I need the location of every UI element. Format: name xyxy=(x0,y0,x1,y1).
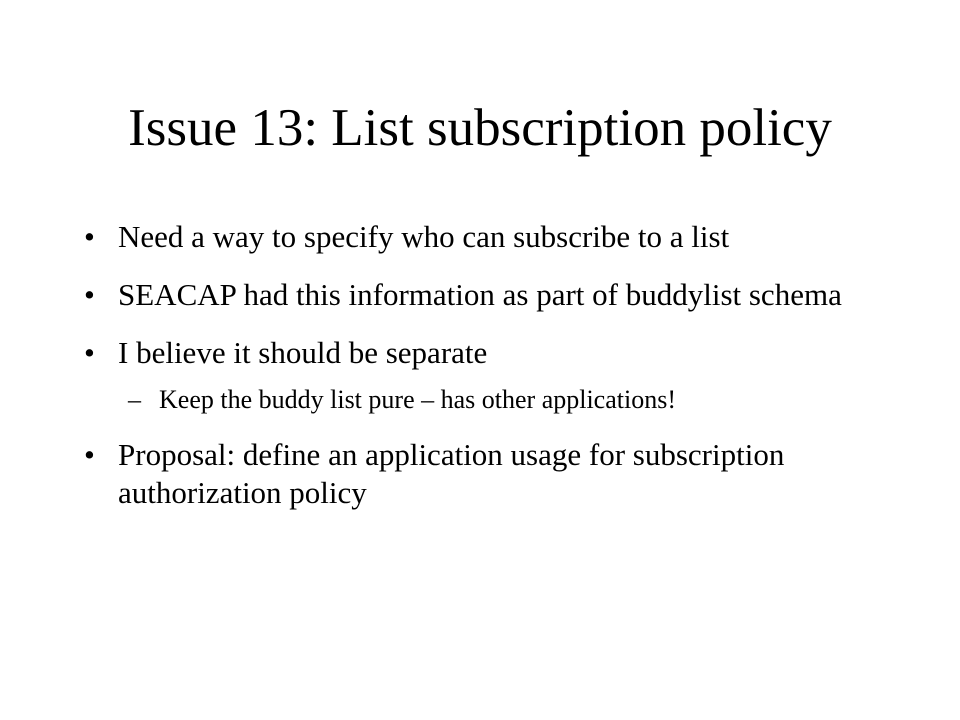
bullet-marker: • xyxy=(84,437,95,472)
bullet-item xyxy=(84,334,904,372)
bullet-text: Proposal: define an application usage for subscription authorization policy xyxy=(118,437,785,510)
bullet-text: Need a way to specify who can subscribe to a list xyxy=(118,219,730,254)
bullet-item xyxy=(84,276,904,314)
bullet-list xyxy=(84,218,904,532)
bullet-marker: • xyxy=(84,277,95,312)
sub-bullet-marker: – xyxy=(128,385,141,414)
bullet-item xyxy=(84,436,904,512)
bullet-text: SEACAP had this information as part of buddylist schema xyxy=(118,277,842,312)
sub-bullet-text: Keep the buddy list pure – has other applications! xyxy=(159,385,676,414)
bullet-marker: • xyxy=(84,219,95,254)
bullet-text: I believe it should be separate xyxy=(118,335,488,370)
bullet-item xyxy=(84,218,904,256)
sub-bullet-item xyxy=(84,384,904,416)
bullet-marker: • xyxy=(84,335,95,370)
slide-title: Issue 13: List subscription policy xyxy=(128,99,832,157)
